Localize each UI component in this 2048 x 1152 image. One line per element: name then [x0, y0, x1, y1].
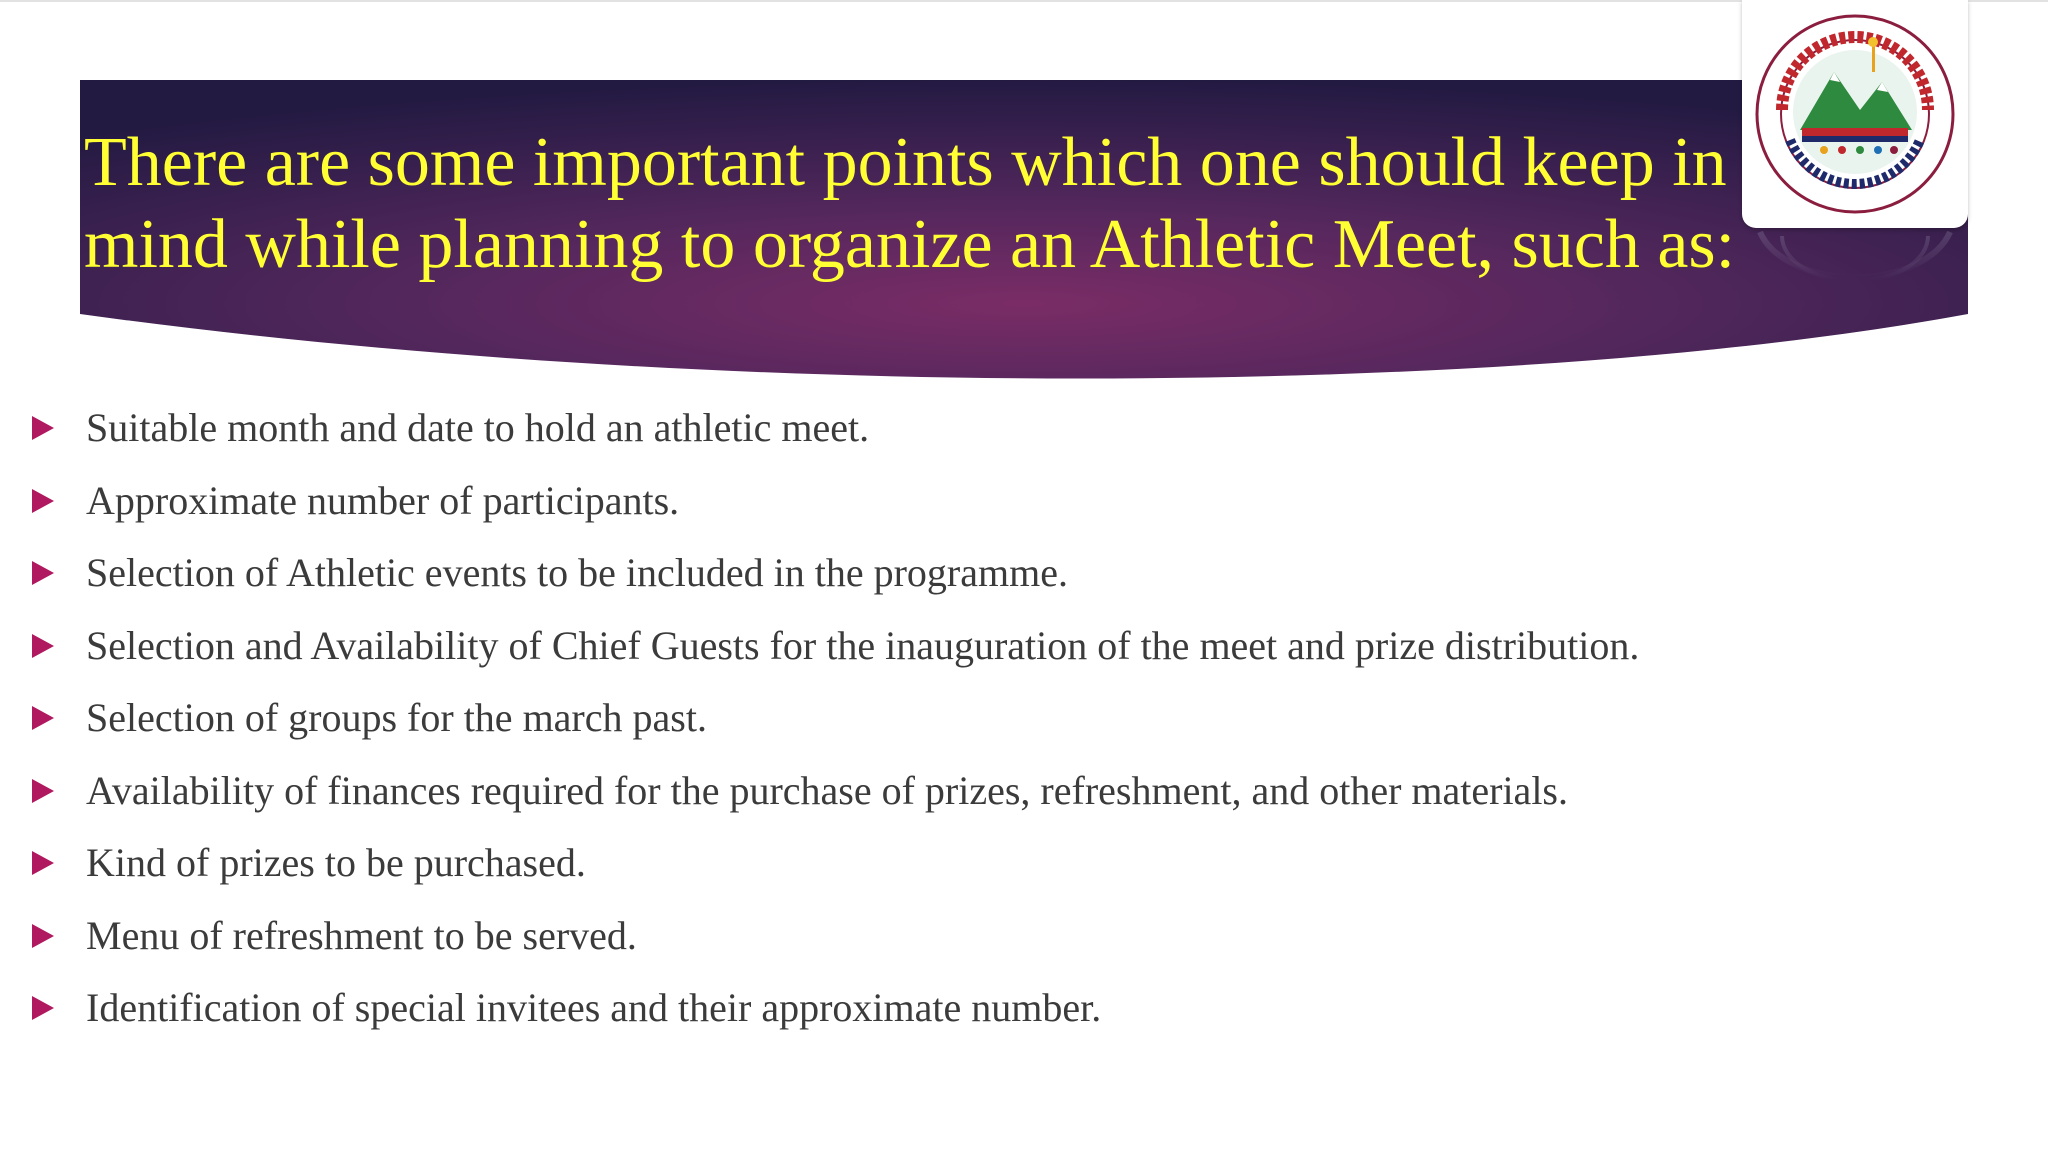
- triangle-right-icon: [32, 634, 54, 658]
- list-item-text: Menu of refreshment to be served.: [86, 912, 637, 958]
- list-item: [0, 392, 1990, 465]
- list-item: [0, 610, 1990, 683]
- list-item-text: Selection of groups for the march past.: [86, 695, 707, 741]
- logo-card: [1742, 0, 1968, 228]
- triangle-right-icon: [32, 706, 54, 730]
- list-item-text: Suitable month and date to hold an athletic meet.: [86, 405, 870, 451]
- list-item: [0, 972, 1990, 1045]
- triangle-right-icon: [32, 996, 54, 1020]
- list-item: [0, 682, 1990, 755]
- triangle-right-icon: [32, 851, 54, 875]
- list-item: [0, 827, 1990, 900]
- list-item: [0, 465, 1990, 538]
- triangle-right-icon: [32, 779, 54, 803]
- logo-reflection: [1742, 228, 1968, 318]
- slide-title: There are some important points which one should keep in mind while planning to organize an Athletic Meet, such as:: [84, 124, 1736, 283]
- triangle-right-icon: [32, 561, 54, 585]
- list-item-text: Availability of finances required for the purchase of prizes, refreshment, and other materials.: [86, 767, 1568, 813]
- triangle-right-icon: [32, 489, 54, 513]
- list-item-text: Selection and Availability of Chief Guests for the inauguration of the meet and prize distribution.: [86, 622, 1640, 668]
- list-item: [0, 900, 1990, 973]
- triangle-right-icon: [32, 924, 54, 948]
- list-item-text: Approximate number of participants.: [86, 477, 680, 523]
- list-item: [0, 755, 1990, 828]
- bullet-list: [0, 392, 1990, 1045]
- list-item-text: Kind of prizes to be purchased.: [86, 840, 586, 886]
- list-item-text: Selection of Athletic events to be included in the programme.: [86, 550, 1068, 596]
- list-item-text: Identification of special invitees and their approximate number.: [86, 985, 1102, 1031]
- department-logo-icon: [1742, 0, 1968, 228]
- list-item: [0, 537, 1990, 610]
- triangle-right-icon: [32, 416, 54, 440]
